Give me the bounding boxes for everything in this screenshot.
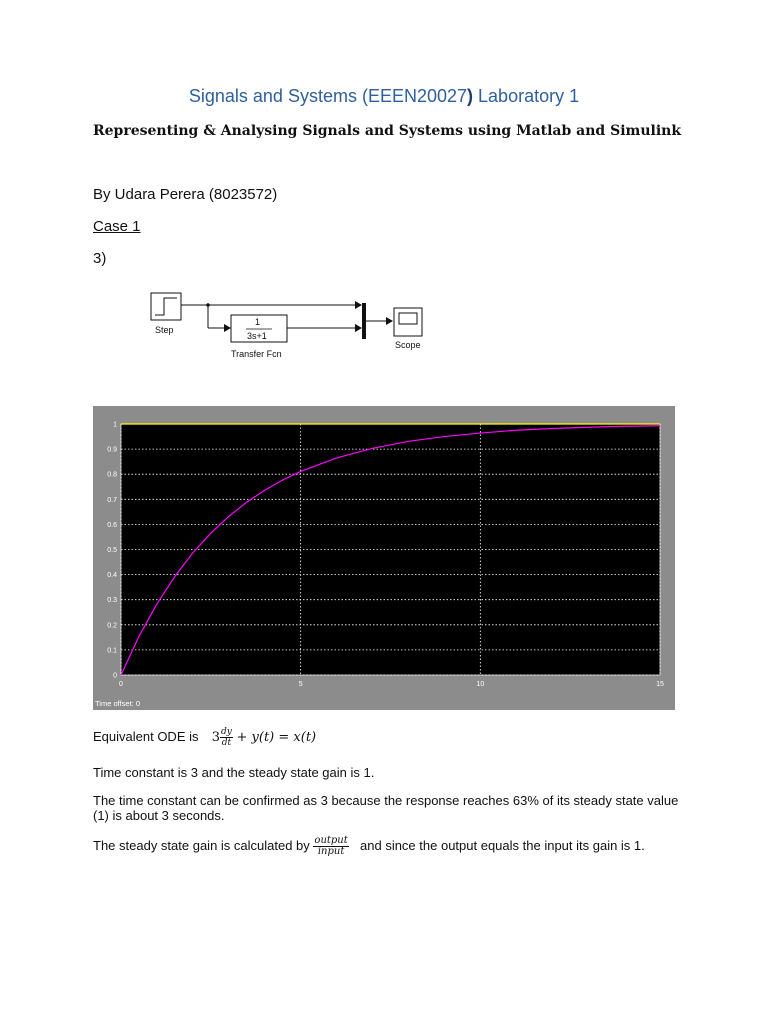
author-line: By Udara Perera (8023572) bbox=[93, 186, 278, 203]
scope-chart-svg bbox=[93, 406, 675, 710]
y-tick-label: 0.4 bbox=[107, 572, 117, 580]
gain-prefix: The steady state gain is calculated by bbox=[93, 837, 310, 853]
x-tick-label: 5 bbox=[298, 681, 303, 688]
gain-line bbox=[93, 836, 645, 857]
x-tick-label: 0 bbox=[119, 681, 123, 688]
gain-den: input bbox=[317, 846, 345, 857]
gain-num: output bbox=[314, 835, 348, 846]
y-tick-label: 0.1 bbox=[107, 647, 117, 655]
ode-prefix: Equivalent ODE is bbox=[93, 728, 199, 744]
ode-line bbox=[93, 727, 316, 748]
y-tick-label: 0.6 bbox=[107, 521, 117, 529]
scope-icon bbox=[399, 313, 417, 324]
confirm-text-line1: The time constant can be confirmed as 3 because the response reaches 63% of its steady state value bbox=[93, 793, 679, 808]
tf-denominator: 3s+1 bbox=[247, 331, 267, 341]
mux-block bbox=[362, 303, 366, 339]
time-offset-label: Time offset: 0 bbox=[95, 699, 141, 708]
gain-suffix: and since the output equals the input its gain is 1. bbox=[360, 837, 645, 853]
step-label: Step bbox=[155, 325, 174, 335]
tf-numerator: 1 bbox=[255, 317, 261, 327]
page-subtitle: Representing & Analysing Signals and Systems using Matlab and Simulink bbox=[93, 123, 682, 139]
arrow-mux-in1 bbox=[355, 301, 362, 309]
ode-deriv-num: dy bbox=[221, 727, 232, 737]
page-title: Signals and Systems (EEEN20027) Laboratory 1 bbox=[188, 86, 580, 106]
gain-fraction bbox=[313, 836, 348, 857]
y-tick-label: 0.9 bbox=[107, 446, 117, 454]
arrow-scope-in bbox=[386, 317, 393, 325]
ode-deriv-den: dt bbox=[221, 738, 232, 748]
y-tick-label: 0 bbox=[113, 672, 117, 680]
ode-rest: + y(t) = x(t) bbox=[236, 729, 317, 745]
simulink-diagram bbox=[140, 285, 440, 375]
y-tick-label: 0.5 bbox=[107, 547, 117, 554]
y-tick-label: 1 bbox=[113, 421, 117, 429]
confirm-text-line2: (1) is about 3 seconds. bbox=[93, 808, 225, 823]
tf-label: Transfer Fcn bbox=[231, 349, 282, 359]
arrow-tf-in bbox=[224, 324, 231, 332]
y-tick-label: 0.7 bbox=[107, 496, 117, 504]
scope-label: Scope bbox=[395, 340, 421, 350]
y-tick-label: 0.3 bbox=[107, 597, 117, 605]
step-block bbox=[151, 293, 181, 320]
y-tick-label: 0.8 bbox=[107, 471, 117, 479]
simulink-diagram-svg bbox=[140, 285, 440, 375]
ode-coef: 3 bbox=[211, 729, 221, 745]
x-tick-label: 10 bbox=[476, 681, 485, 688]
case-heading: Case 1 bbox=[93, 218, 141, 235]
time-constant-text: Time constant is 3 and the steady state gain is 1. bbox=[93, 765, 375, 780]
ode-derivative bbox=[220, 727, 233, 748]
y-tick-label: 0.2 bbox=[107, 622, 117, 630]
x-tick-label: 15 bbox=[656, 681, 664, 688]
arrow-mux-in2 bbox=[355, 324, 362, 332]
item-number: 3) bbox=[93, 250, 107, 267]
scope-plot bbox=[93, 406, 675, 710]
